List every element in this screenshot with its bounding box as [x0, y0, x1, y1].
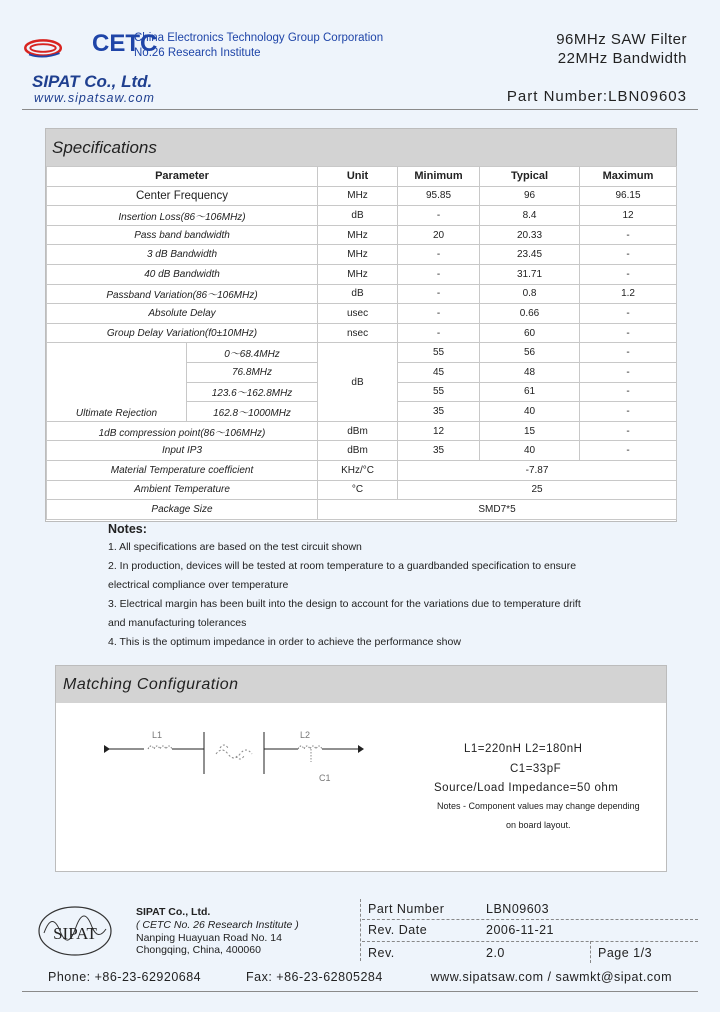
param-cell: Material Temperature coefficient — [47, 460, 318, 480]
footer-fax: Fax: +86-23-62805284 — [246, 970, 383, 984]
note-line: 2. In production, devices will be tested at room temperature to a guardbanded specification to ensure — [108, 560, 577, 572]
label-l2: L2 — [300, 730, 311, 740]
note-line: 4. This is the optimum impedance in order to achieve the performance show — [108, 636, 461, 648]
min-cell: - — [398, 323, 480, 343]
notes-section — [108, 522, 668, 652]
footer-label-part-number: Part Number — [368, 902, 445, 916]
org-name-line1: China Electronics Technology Group Corporation — [134, 32, 384, 44]
typ-cell: 96 — [480, 186, 580, 206]
footer-divider — [360, 899, 361, 961]
specifications-header — [46, 129, 676, 166]
max-cell: - — [580, 421, 677, 441]
rejection-range-cell: 123.6～162.8MHz — [187, 382, 318, 402]
value-cell: SMD7*5 — [318, 500, 677, 520]
min-cell: 12 — [398, 421, 480, 441]
param-cell: Group Delay Variation(f0±10MHz) — [47, 323, 318, 343]
matching-capacitor-value: C1=33pF — [510, 763, 562, 775]
footer-rev-date: 2006-11-21 — [486, 923, 555, 937]
matching-impedance: Source/Load Impedance=50 ohm — [434, 782, 619, 794]
matching-inductor-values: L1=220nH L2=180nH — [464, 743, 583, 755]
unit-cell: KHz/°C — [318, 460, 398, 480]
table-row — [47, 186, 677, 206]
param-cell: Pass band bandwidth — [47, 225, 318, 245]
footer-divider — [362, 941, 698, 942]
max-cell: - — [580, 323, 677, 343]
param-cell: Insertion Loss(86～106MHz) — [47, 206, 318, 226]
matching-note-line2: on board layout. — [506, 820, 571, 830]
unit-cell: MHz — [318, 264, 398, 284]
value-cell: -7.87 — [398, 460, 677, 480]
typ-cell: 0.66 — [480, 304, 580, 324]
inductor-l2-icon — [298, 746, 322, 749]
rejection-range-cell: 76.8MHz — [187, 362, 318, 382]
product-title-line2: 22MHz Bandwidth — [557, 50, 687, 67]
table-row — [47, 323, 677, 343]
max-cell: - — [580, 362, 677, 382]
param-cell: Center Frequency — [47, 186, 318, 206]
footer-company: SIPAT Co., Ltd. — [136, 906, 211, 918]
header-divider — [22, 109, 698, 110]
company-name: SIPAT Co., Ltd. — [32, 72, 153, 91]
footer-address2: Chongqing, China, 400060 — [136, 944, 261, 956]
unit-cell: MHz — [318, 245, 398, 265]
unit-cell: MHz — [318, 225, 398, 245]
org-name-line2: No.26 Research Institute — [134, 47, 261, 59]
footer-divider — [590, 941, 591, 963]
unit-cell: nsec — [318, 323, 398, 343]
table-row — [47, 245, 677, 265]
matching-title: Matching Configuration — [63, 676, 239, 693]
max-cell: - — [580, 441, 677, 461]
unit-cell: °C — [318, 480, 398, 500]
matching-header — [56, 666, 666, 703]
min-cell: 95.85 — [398, 186, 480, 206]
param-cell: Absolute Delay — [47, 304, 318, 324]
unit-cell: usec — [318, 304, 398, 324]
unit-cell: dB — [318, 206, 398, 226]
table-row — [47, 206, 677, 226]
table-header-row — [47, 167, 677, 187]
cetc-logo-icon — [24, 28, 90, 68]
table-row — [47, 421, 677, 441]
rejection-range-cell: 0～68.4MHz — [187, 343, 318, 363]
min-cell: 45 — [398, 362, 480, 382]
rejection-unit-cell: dB — [318, 343, 398, 421]
table-row — [47, 284, 677, 304]
min-cell: 55 — [398, 343, 480, 363]
sipat-logo-text: SIPAT — [53, 924, 97, 943]
min-cell: 20 — [398, 225, 480, 245]
max-cell: - — [580, 225, 677, 245]
typ-cell: 0.8 — [480, 284, 580, 304]
param-cell: 3 dB Bandwidth — [47, 245, 318, 265]
footer-web-email[interactable]: www.sipatsaw.com / sawmkt@sipat.com — [430, 970, 672, 984]
table-row — [47, 480, 677, 500]
header — [0, 0, 720, 110]
matching-section — [55, 665, 667, 872]
rejection-label: Ultimate Rejection — [47, 343, 187, 421]
param-cell: 1dB compression point(86～106MHz) — [47, 421, 318, 441]
param-cell: Passband Variation(86～106MHz) — [47, 284, 318, 304]
typ-cell: 61 — [480, 382, 580, 402]
footer-institute: ( CETC No. 26 Research Institute ) — [136, 919, 299, 931]
table-row — [47, 343, 677, 363]
saw-filter-icon — [216, 750, 252, 758]
company-website[interactable]: www.sipatsaw.com — [34, 91, 155, 105]
footer-page: Page 1/3 — [598, 946, 653, 960]
typ-cell: 40 — [480, 441, 580, 461]
typ-cell: 15 — [480, 421, 580, 441]
unit-cell: dB — [318, 284, 398, 304]
min-cell: - — [398, 284, 480, 304]
footer-part-number: LBN09603 — [486, 902, 550, 916]
min-cell: 35 — [398, 441, 480, 461]
min-cell: - — [398, 245, 480, 265]
note-line: electrical compliance over temperature — [108, 579, 289, 591]
table-row — [47, 460, 677, 480]
label-c1: C1 — [319, 773, 331, 783]
table-row — [47, 441, 677, 461]
rejection-range-cell: 162.8～1000MHz — [187, 402, 318, 422]
product-title-line1: 96MHz SAW Filter — [556, 31, 687, 48]
col-header-minimum: Minimum — [398, 167, 480, 187]
typ-cell: 40 — [480, 402, 580, 422]
footer-rev: 2.0 — [486, 946, 505, 960]
unit-cell: dBm — [318, 441, 398, 461]
matching-circuit-diagram — [96, 724, 386, 804]
param-cell: Input IP3 — [47, 441, 318, 461]
param-cell: Package Size — [47, 500, 318, 520]
typ-cell: 48 — [480, 362, 580, 382]
typ-cell: 20.33 — [480, 225, 580, 245]
unit-cell: dBm — [318, 421, 398, 441]
footer-address1: Nanping Huayuan Road No. 14 — [136, 932, 282, 944]
label-l1: L1 — [152, 730, 163, 740]
table-row — [47, 225, 677, 245]
input-arrow-icon — [104, 745, 110, 753]
specifications-table — [46, 166, 677, 520]
col-header-unit: Unit — [318, 167, 398, 187]
specifications-section — [45, 128, 677, 522]
footer-bottom-divider — [22, 991, 698, 992]
typ-cell: 31.71 — [480, 264, 580, 284]
max-cell: 12 — [580, 206, 677, 226]
sipat-logo-icon — [34, 899, 116, 959]
param-cell: 40 dB Bandwidth — [47, 264, 318, 284]
min-cell: - — [398, 264, 480, 284]
footer-divider — [362, 919, 698, 920]
cetc-logo-text: CETC — [92, 30, 158, 57]
note-line: 3. Electrical margin has been built into the design to account for the variations due to temperature drift — [108, 598, 581, 610]
min-cell: - — [398, 206, 480, 226]
max-cell: - — [580, 245, 677, 265]
notes-title: Notes: — [108, 522, 147, 536]
typ-cell: 8.4 — [480, 206, 580, 226]
max-cell: - — [580, 402, 677, 422]
min-cell: 55 — [398, 382, 480, 402]
min-cell: 35 — [398, 402, 480, 422]
col-header-typical: Typical — [480, 167, 580, 187]
col-header-maximum: Maximum — [580, 167, 677, 187]
max-cell: - — [580, 264, 677, 284]
footer-label-rev-date: Rev. Date — [368, 923, 428, 937]
footer-phone: Phone: +86-23-62920684 — [48, 970, 202, 984]
part-number-heading: Part Number:LBN09603 — [506, 88, 687, 105]
matching-note-line1: Notes - Component values may change depending — [437, 801, 640, 811]
table-row — [47, 500, 677, 520]
max-cell: 96.15 — [580, 186, 677, 206]
min-cell: - — [398, 304, 480, 324]
table-row — [47, 304, 677, 324]
table-row — [47, 264, 677, 284]
param-cell: Ambient Temperature — [47, 480, 318, 500]
footer-label-rev: Rev. — [368, 946, 395, 960]
typ-cell: 23.45 — [480, 245, 580, 265]
unit-cell: MHz — [318, 186, 398, 206]
output-arrow-icon — [358, 745, 364, 753]
specifications-title: Specifications — [52, 138, 157, 157]
max-cell: - — [580, 382, 677, 402]
footer — [22, 893, 698, 963]
typ-cell: 60 — [480, 323, 580, 343]
typ-cell: 56 — [480, 343, 580, 363]
max-cell: 1.2 — [580, 284, 677, 304]
col-header-parameter: Parameter — [47, 167, 318, 187]
value-cell: 25 — [398, 480, 677, 500]
note-line: 1. All specifications are based on the test circuit shown — [108, 541, 362, 553]
inductor-l1-icon — [148, 746, 172, 749]
max-cell: - — [580, 304, 677, 324]
max-cell: - — [580, 343, 677, 363]
note-line: and manufacturing tolerances — [108, 617, 247, 629]
